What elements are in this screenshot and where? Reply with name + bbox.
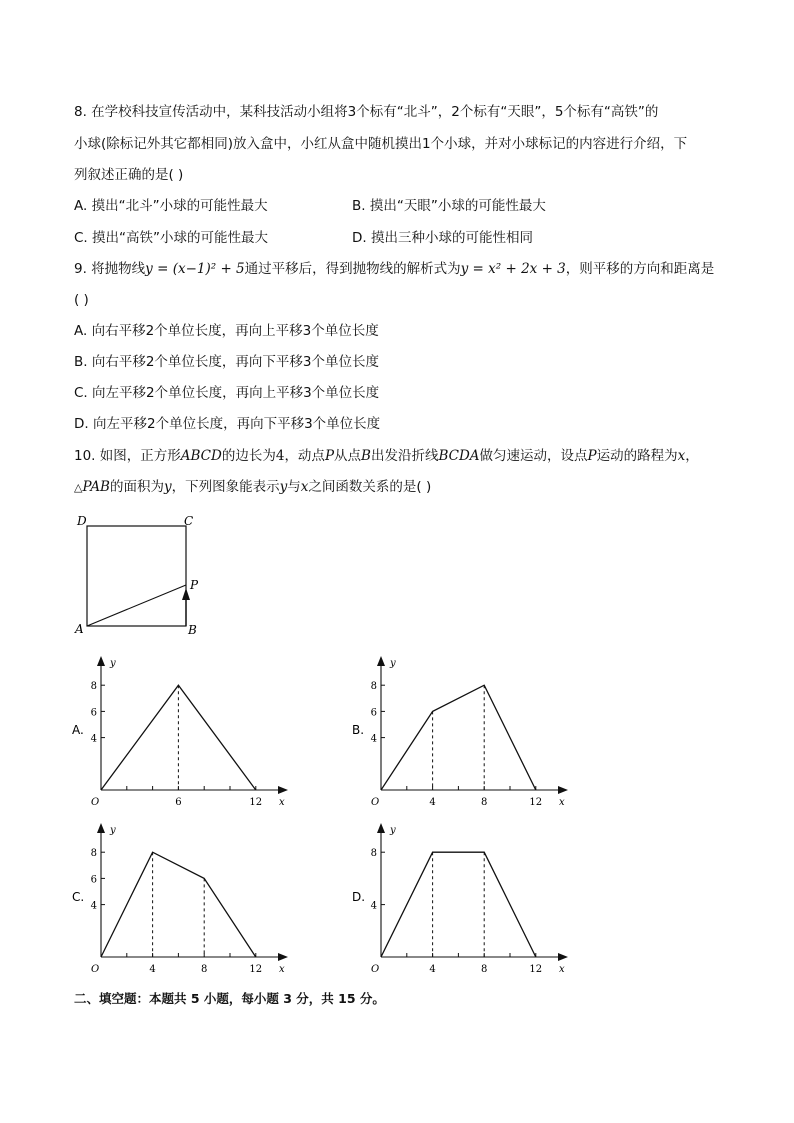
y-tick-label: 8 [90, 848, 97, 860]
y-tick-label: 8 [90, 681, 97, 693]
x-tick-label: 4 [149, 964, 156, 975]
y-tick-label: 4 [370, 733, 377, 745]
function-line [101, 685, 256, 790]
x-axis-arrow [278, 786, 288, 794]
option-label: B. [352, 723, 365, 737]
label-p: P [190, 578, 199, 592]
function-line [101, 852, 256, 957]
q8-option-c: C. 摸出“高铁”小球的可能性最大 [74, 230, 268, 246]
q8-option-d: D. 摸出三种小球的可能性相同 [352, 230, 533, 246]
y-tick-label: 4 [90, 733, 97, 745]
label-d: D [77, 514, 87, 528]
origin-label: O [91, 964, 100, 975]
q10-line2: △PAB的面积为y，下列图象能表示y与x之间函数关系的是( ) [74, 479, 432, 495]
graph-option-b [352, 656, 568, 808]
y-tick-label: 6 [90, 707, 97, 719]
y-tick-label: 6 [90, 874, 97, 886]
x-tick-label: 12 [249, 964, 263, 975]
y-axis-arrow [377, 823, 385, 833]
q8-line2: 小球(除标记外其它都相同)放入盒中，小红从盒中随机摸出1个小球，并对小球标记的内容进行介绍，下 [74, 136, 688, 152]
x-tick-label: 4 [429, 964, 436, 975]
origin-label: O [371, 797, 380, 808]
origin-label: O [91, 797, 100, 808]
x-tick-label: 12 [529, 964, 543, 975]
y-axis-arrow [97, 656, 105, 666]
x-tick-label: 12 [529, 797, 543, 808]
y-axis-label: y [110, 658, 116, 669]
y-axis-arrow [97, 823, 105, 833]
label-b: B [188, 623, 197, 637]
x-axis-arrow [278, 953, 288, 961]
q9-line2: ( ) [74, 292, 89, 308]
q10-line1: 10. 如图，正方形ABCD的边长为4，动点P从点B出发沿折线BCDA做匀速运动，设点P运动的路程为x， [74, 448, 699, 464]
x-tick-label: 4 [429, 797, 436, 808]
label-a: A [75, 622, 84, 636]
q9-option-d: D. 向左平移2个单位长度，再向下平移3个单位长度 [74, 416, 381, 432]
y-axis-arrow [377, 656, 385, 666]
x-axis-label: x [559, 797, 565, 808]
option-label: A. [72, 723, 84, 737]
q9-line1: 9. 将抛物线y = (x−1)² + 5通过平移后，得到抛物线的解析式为y = x² + 2x + 3，则平移的方向和距离是 [74, 261, 715, 277]
graph-option-c [72, 823, 288, 975]
q9-formula-original: y = (x−1)² + 5 [145, 261, 245, 277]
section-2-heading: 二、填空题：本题共 5 小题，每小题 3 分，共 15 分。 [74, 991, 385, 1006]
graph-option-d [352, 823, 568, 975]
x-axis-arrow [558, 786, 568, 794]
q9-option-b: B. 向右平移2个单位长度，再向下平移3个单位长度 [74, 354, 380, 370]
x-tick-label: 8 [481, 964, 488, 975]
y-tick-label: 4 [90, 900, 97, 912]
q8-line3: 列叙述正确的是( ) [74, 167, 184, 183]
function-line [381, 852, 536, 957]
x-axis-arrow [558, 953, 568, 961]
q9-option-a: A. 向右平移2个单位长度，再向上平移3个单位长度 [74, 323, 379, 339]
q9-option-c: C. 向左平移2个单位长度，再向上平移3个单位长度 [74, 385, 380, 401]
x-tick-label: 8 [201, 964, 208, 975]
x-tick-label: 12 [249, 797, 263, 808]
x-axis-label: x [279, 964, 285, 975]
y-tick-label: 6 [370, 707, 377, 719]
option-label: D. [352, 890, 366, 904]
graph-option-a [72, 656, 288, 808]
q8-option-a: A. 摸出“北斗”小球的可能性最大 [74, 198, 268, 214]
option-label: C. [72, 890, 85, 904]
function-line [381, 685, 536, 790]
y-tick-label: 8 [370, 848, 377, 860]
y-axis-label: y [110, 825, 116, 836]
y-axis-label: y [390, 825, 396, 836]
x-tick-label: 6 [175, 797, 182, 808]
x-tick-label: 8 [481, 797, 488, 808]
y-tick-label: 8 [370, 681, 377, 693]
origin-label: O [371, 964, 380, 975]
q9-formula-result: y = x² + 2x + 3 [460, 261, 566, 277]
x-axis-label: x [559, 964, 565, 975]
y-tick-label: 4 [370, 900, 377, 912]
q8-option-b: B. 摸出“天眼”小球的可能性最大 [352, 198, 546, 214]
q8-line1: 8. 在学校科技宣传活动中，某科技活动小组将3个标有“北斗”，2个标有“天眼”，5个标有“高铁”的 [74, 104, 659, 120]
label-c: C [184, 514, 194, 528]
y-axis-label: y [390, 658, 396, 669]
x-axis-label: x [279, 797, 285, 808]
